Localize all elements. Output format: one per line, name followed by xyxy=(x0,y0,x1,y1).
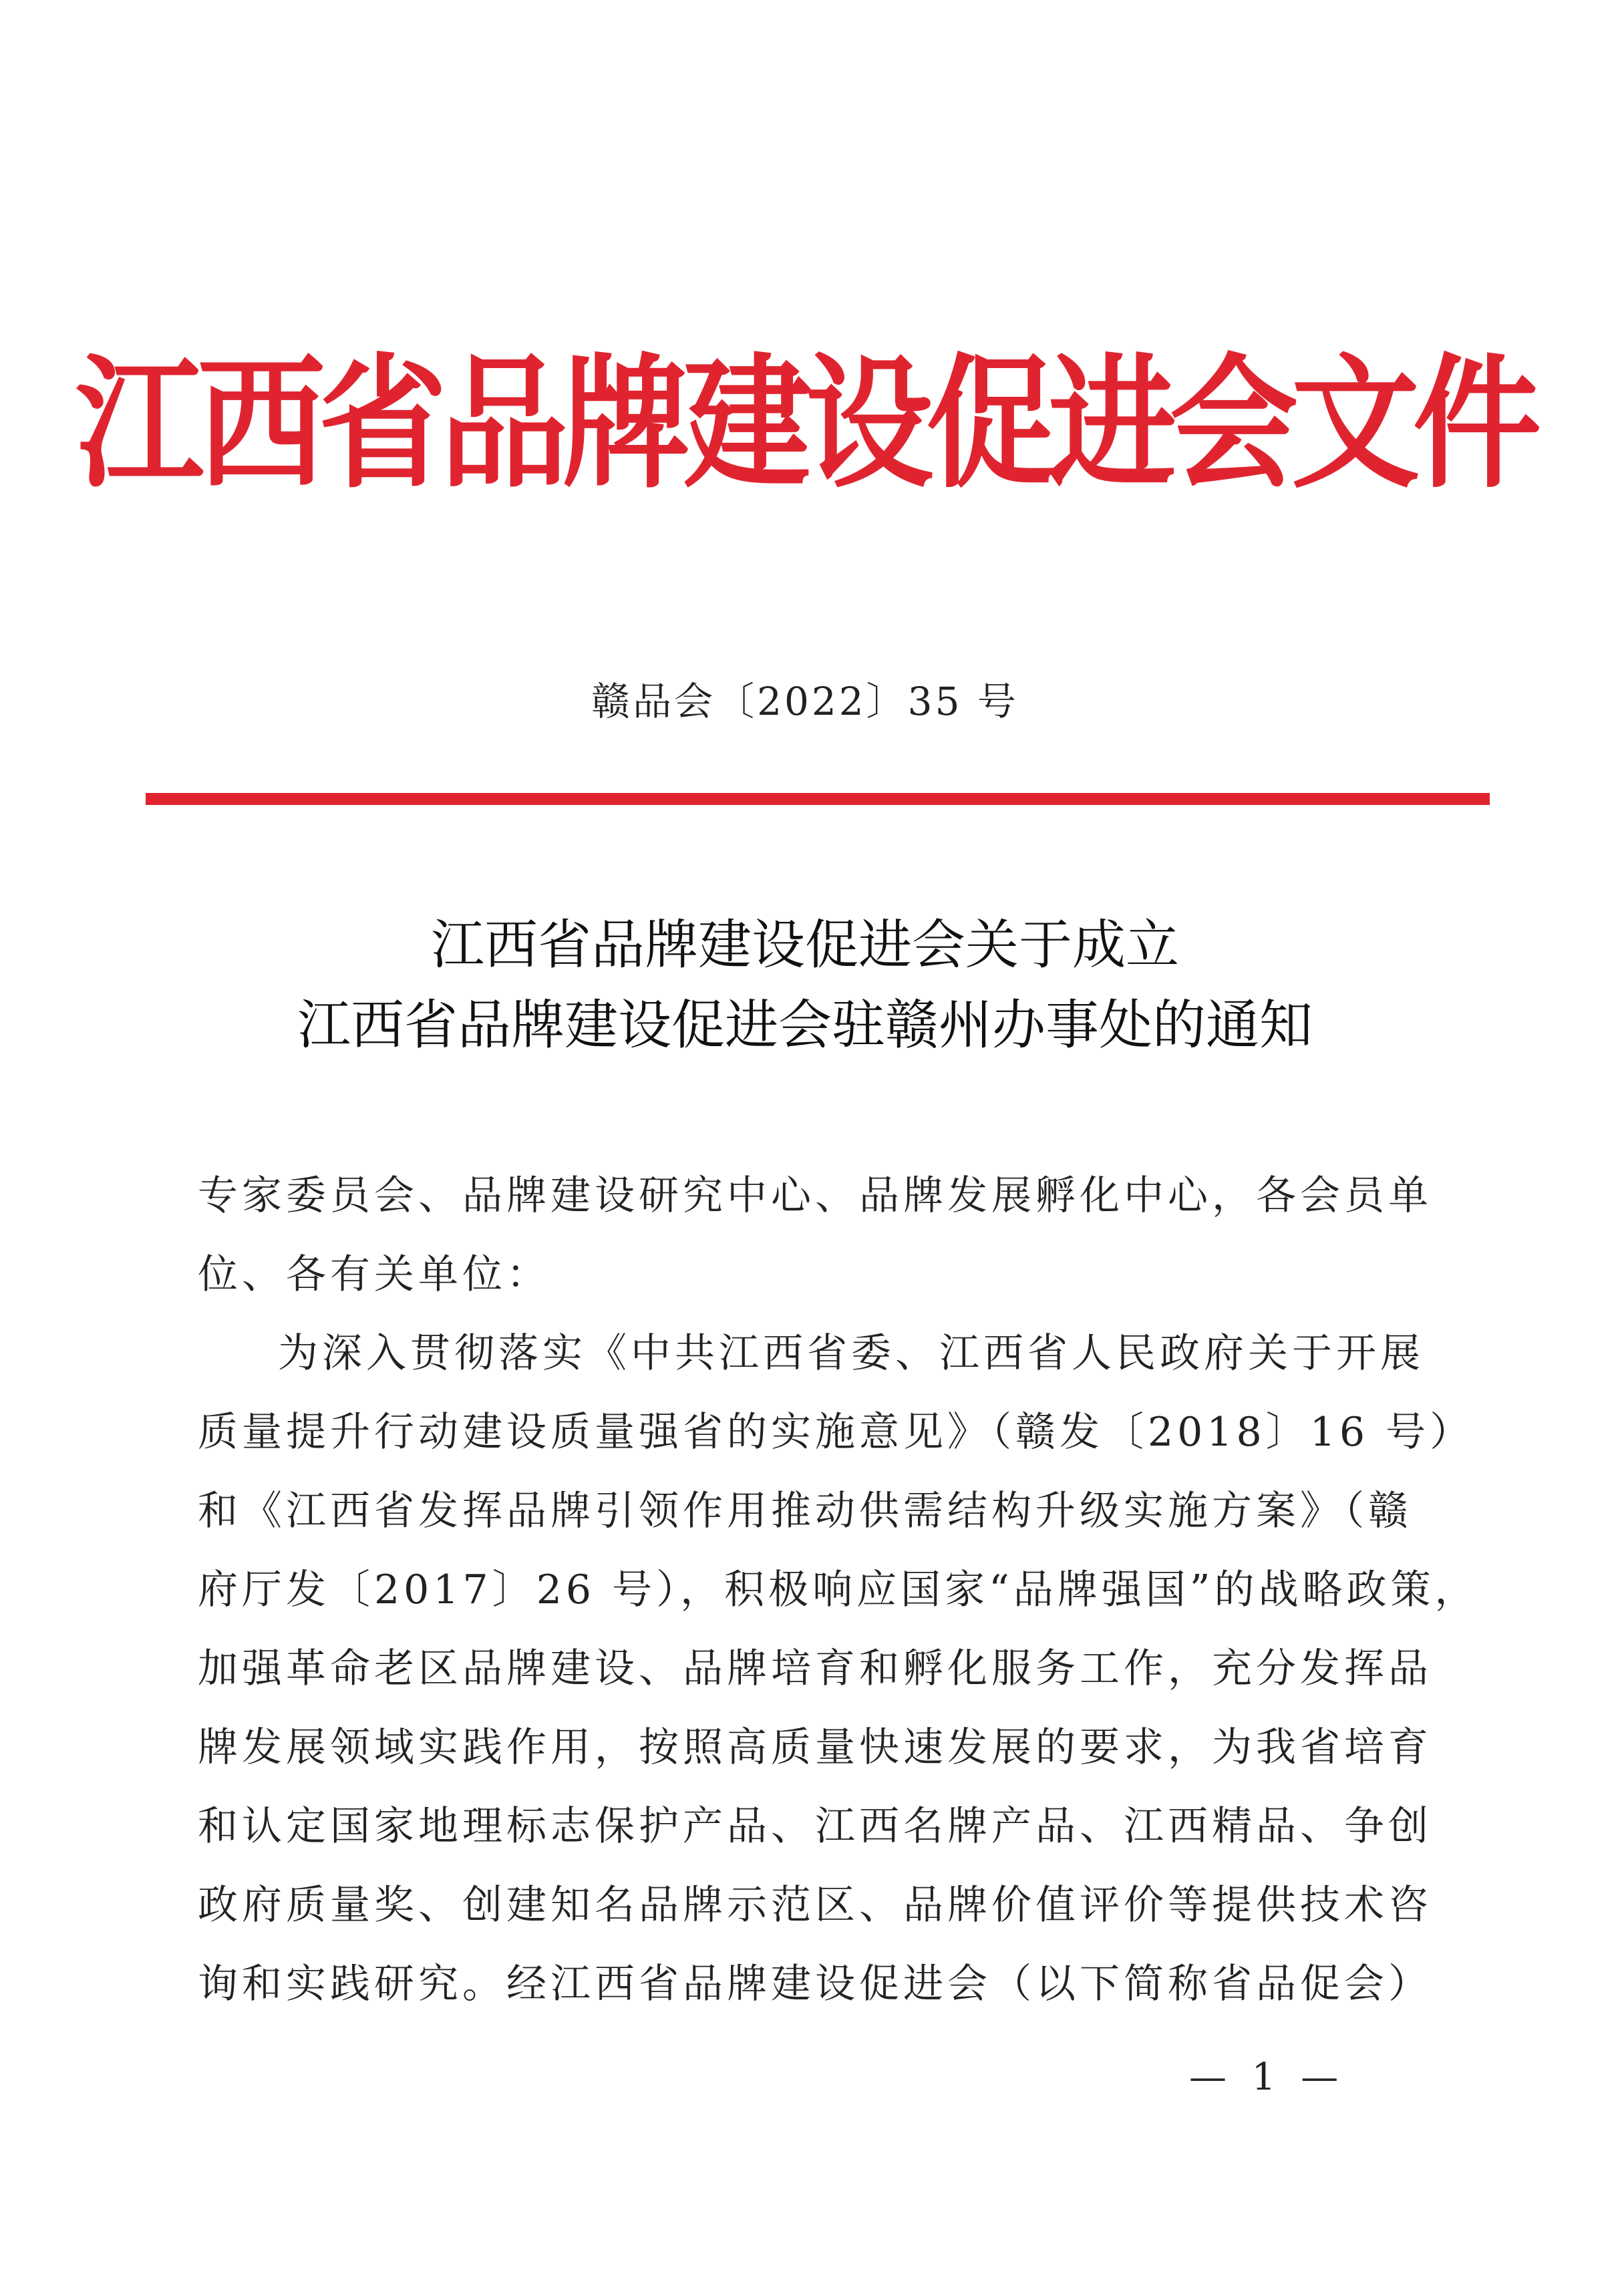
body-line-4: 质量提升行动建设质量强省的实施意见》（赣发〔2018〕16 号） xyxy=(198,1409,1474,1456)
body-line-9: 和认定国家地理标志保护产品、江西名牌产品、江西精品、争创 xyxy=(198,1803,1432,1850)
body-line-6: 府厅发〔2017〕26 号），积极响应国家“品牌强国”的战略政策， xyxy=(198,1567,1479,1613)
red-separator-rule xyxy=(146,793,1490,805)
body-line-5: 和《江西省发挥品牌引领作用推动供需结构升级实施方案》（赣 xyxy=(198,1488,1412,1534)
page-number: — 1 — xyxy=(1189,2056,1345,2099)
body-line-8: 牌发展领域实践作用，按照高质量快速发展的要求，为我省培育 xyxy=(198,1724,1432,1771)
body-line-11: 询和实践研究。经江西省品牌建设促进会（以下简称省品促会） xyxy=(198,1961,1432,2007)
document-masthead: 江西省品牌建设促进会文件 xyxy=(75,339,1535,508)
body-line-3: 为深入贯彻落实《中共江西省委、江西省人民政府关于开展 xyxy=(278,1330,1424,1377)
document-number: 赣品会〔2022〕35 号 xyxy=(591,679,1019,724)
body-line-7: 加强革命老区品牌建设、品牌培育和孵化服务工作，充分发挥品 xyxy=(198,1645,1432,1692)
body-line-2: 位、各有关单位： xyxy=(198,1251,550,1298)
notice-title-line-1: 江西省品牌建设促进会关于成立 xyxy=(431,914,1179,976)
body-line-1: 专家委员会、品牌建设研究中心、品牌发展孵化中心，各会员单 xyxy=(198,1172,1432,1219)
body-line-10: 政府质量奖、创建知名品牌示范区、品牌价值评价等提供技术咨 xyxy=(198,1882,1432,1929)
notice-title-line-2: 江西省品牌建设促进会驻赣州办事处的通知 xyxy=(297,994,1313,1056)
